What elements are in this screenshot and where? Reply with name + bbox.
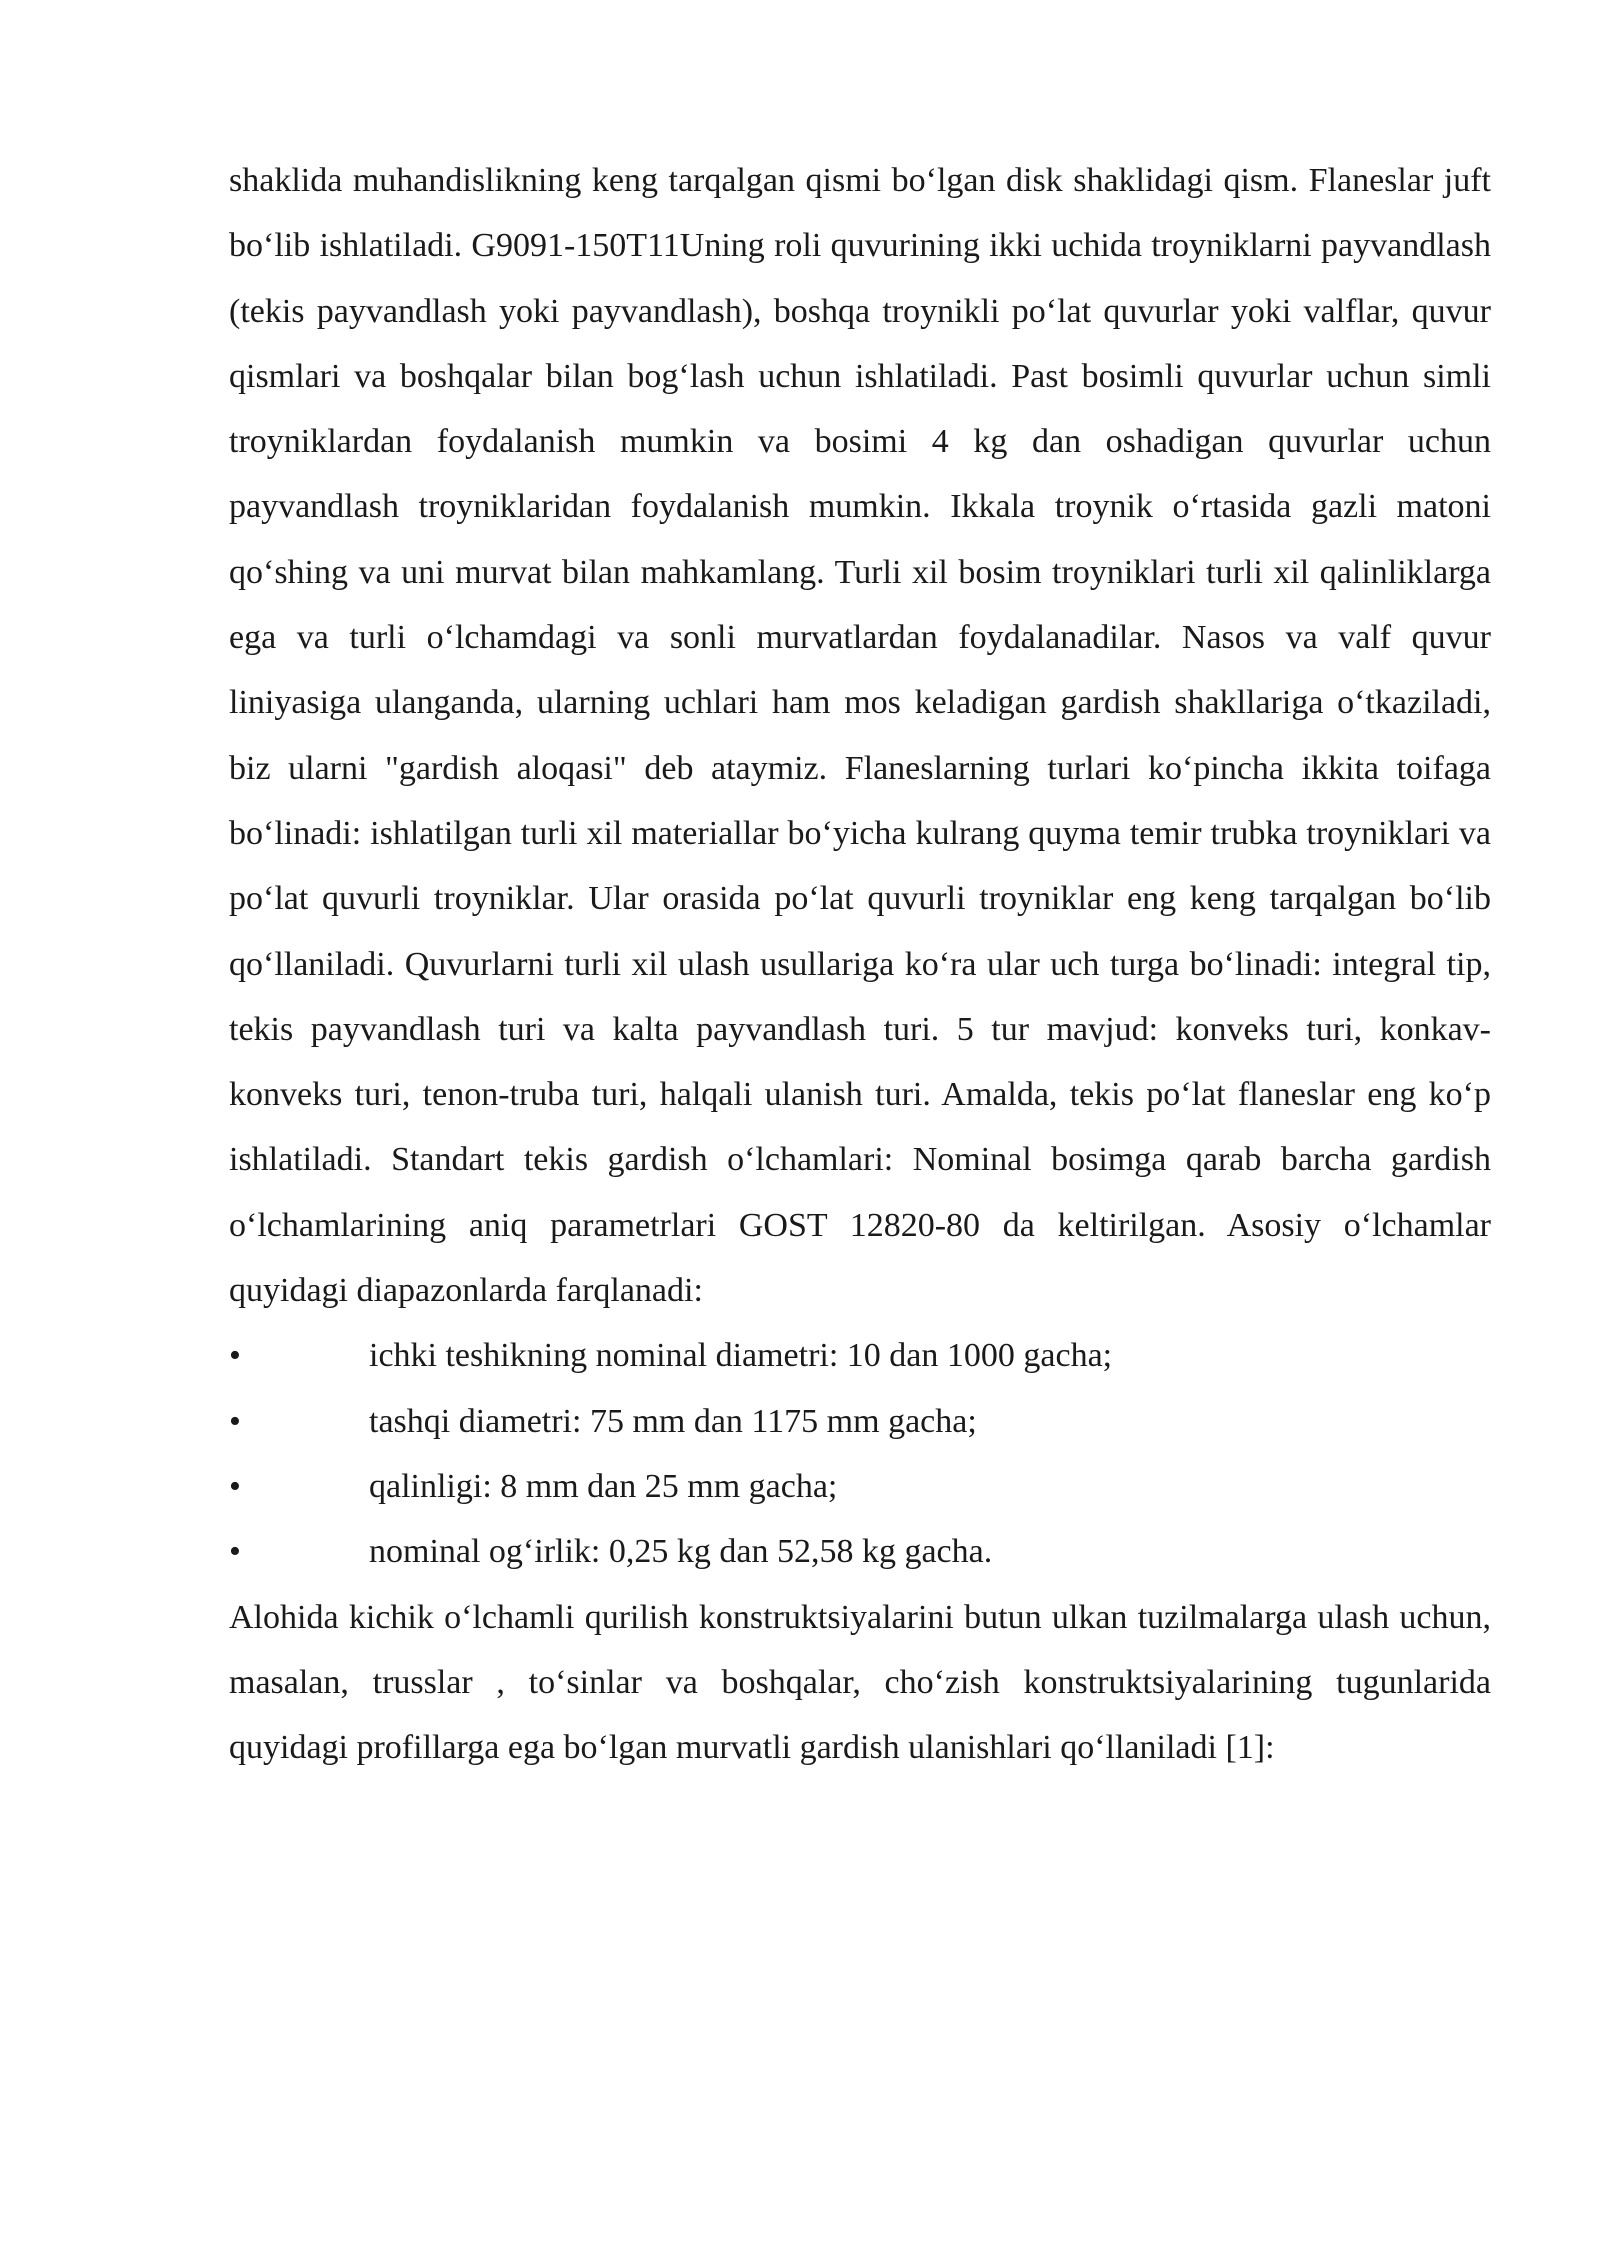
- bullet-list-item: [229, 1519, 1491, 1584]
- body-paragraph: shaklida muhandislikning keng tarqalgan qismi bo‘lgan disk shaklidagi qism. Flaneslar juft bo‘lib ishlatiladi. G9091-150T11Uning roli quvurining ikki uchida troyniklarni payvandlash (tekis payvandlash yoki payvandlash), boshqa troynikli po‘lat quvurlar yoki valflar, quvur qismlari va boshqalar bilan bog‘lash uchun ishlatiladi. Past bosimli quvurlar uchun simli troyniklardan foydalanish mumkin va bosimi 4 kg dan oshadigan quvurlar uchun payvandlash troyniklaridan foydalanish mumkin. Ikkala troynik o‘rtasida gazli matoni qo‘shing va uni murvat bilan mahkamlang. Turli xil bosim troyniklari turli xil qalinliklarga ega va turli o‘lchamdagi va sonli murvatlardan foydalanadilar. Nasos va valf quvur liniyasiga ulanganda, ularning uchlari ham mos keladigan gardish shakllariga o‘tkaziladi, biz ularni "gardish aloqasi" deb ataymiz. Flaneslarning turlari ko‘pincha ikkita toifaga bo‘linadi: ishlatilgan turli xil materiallar bo‘yicha kulrang quyma temir trubka troyniklari va po‘lat quvurli troyniklar. Ular orasida po‘lat quvurli troyniklar eng keng tarqalgan bo‘lib qo‘llaniladi. Quvurlarni turli xil ulash usullariga ko‘ra ular uch turga bo‘linadi: integral tip, tekis payvandlash turi va kalta payvandlash turi. 5 tur mavjud: konveks turi, konkav-konveks turi, tenon-truba turi, halqali ulanish turi. Amalda, tekis po‘lat flaneslar eng ko‘p ishlatiladi. Standart tekis gardish o‘lchamlari: Nominal bosimga qarab barcha gardish o‘lchamlarining aniq parametrlari GOST 12820-80 da keltirilgan. Asosiy o‘lchamlar quyidagi diapazonlarda farqlanadi:: [229, 162, 1491, 1310]
- bullet-text: nominal og‘irlik: 0,25 kg dan 52,58 kg gacha.: [369, 1533, 993, 1571]
- bullet-text: ichki teshikning nominal diametri: 10 dan 1000 gacha;: [369, 1337, 1113, 1375]
- bullet-list: [229, 1323, 1491, 1584]
- bullet-list-item: [229, 1389, 1491, 1454]
- bullet-icon: •: [229, 1467, 241, 1505]
- bullet-icon: •: [229, 1337, 241, 1375]
- bullet-icon: •: [229, 1533, 241, 1571]
- bullet-icon: •: [229, 1402, 241, 1440]
- bullet-text: qalinligi: 8 mm dan 25 mm gacha;: [369, 1467, 838, 1505]
- document-body: [229, 148, 1491, 1780]
- bullet-list-item: [229, 1454, 1491, 1519]
- bullet-text: tashqi diametri: 75 mm dan 1175 mm gacha;: [369, 1402, 977, 1440]
- body-paragraph: Alohida kichik o‘lchamli qurilish konstruktsiyalarini butun ulkan tuzilmalarga ulash uchun, masalan, trusslar , to‘sinlar va boshqalar, cho‘zish konstruktsiyalarining tugunlarida quyidagi profillarga ega bo‘lgan murvatli gardish ulanishlari qo‘llaniladi [1]:: [229, 1598, 1491, 1767]
- bullet-list-item: [229, 1323, 1491, 1388]
